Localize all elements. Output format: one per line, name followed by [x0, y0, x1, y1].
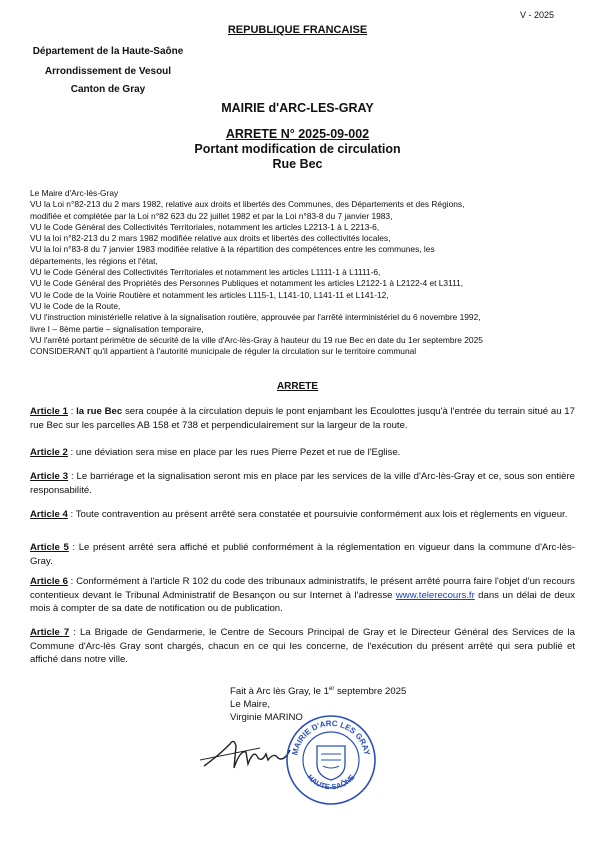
vu-line: VU le Code de la Voirie Routière et notamment les articles L115-1, L141-10, L141-11 et L141-12,: [30, 289, 389, 300]
article-text: : Toute contravention au présent arrêté sera constatée et poursuivie conformément aux lois et règlements en vigueur.: [67, 509, 568, 520]
article-label: Article 3: [30, 471, 69, 482]
article-5: [30, 541, 575, 568]
vu-line: VU l'instruction ministérielle relative à la signalisation routière, approuvée par l'arrêté interministériel du 6 novembre 1992,: [30, 312, 481, 323]
article-7: [30, 626, 575, 667]
vu-line: VU la loi n°82-213 du 2 mars 1982 modifiée relative aux droits et libertés des collectivités locales,: [30, 233, 391, 244]
article-3: [30, 470, 575, 497]
telerecours-link[interactable]: www.telerecours.fr: [395, 589, 475, 601]
article-text: : une déviation sera mise en place par les rues Pierre Pezet et rue de l'Eglise.: [67, 447, 401, 458]
article-text: dans un délai de deux mois à compter de sa date de notification ou de publication.: [30, 589, 575, 614]
republique-heading: REPUBLIQUE FRANCAISE: [227, 24, 368, 36]
vu-line: CONSIDERANT qu'il appartient à l'autorité municipale de réguler la circulation sur le territoire communal: [30, 346, 417, 357]
vus-block: [30, 188, 575, 357]
mairie-seal: [283, 712, 379, 813]
departement-label: Département de la Haute-Saône: [32, 46, 184, 57]
fait-a-line: Fait à Arc lès Gray, le 1er septembre 2025: [230, 686, 407, 698]
svg-text:MAIRIE D'ARC LES GRAY: MAIRIE D'ARC LES GRAY: [290, 718, 372, 757]
arrondissement-label: Arrondissement de Vesoul: [44, 66, 172, 77]
article-text: : Le barriérage et la signalisation seront mis en place par les services de la ville d'Arc-lès-Gray et ce, sous son entière responsabilité.: [30, 471, 575, 496]
signatory-name: Virginie MARINO: [230, 712, 303, 724]
vu-line: VU le Code Général des Collectivités Territoriales, notamment les articles L2213-1 à L 2213-6,: [30, 221, 380, 232]
vu-line: VU la loi n°83-8 du 7 janvier 1983 modifiée relative à la répartition des compétences entre les communes, les: [30, 244, 435, 255]
arrete-number: ARRETE N° 2025-09-002: [225, 127, 370, 141]
article-label: Article 4: [30, 509, 68, 520]
version-label: V - 2025: [520, 10, 555, 20]
vu-line: livre I – 8ème partie – signalisation temporaire,: [30, 323, 204, 334]
article-bold-text: la rue Bec: [76, 406, 123, 417]
arrete-subtitle: Portant modification de circulation: [194, 142, 401, 156]
vu-line: VU le Code de la Route,: [30, 300, 121, 311]
canton-label: Canton de Gray: [70, 84, 146, 95]
article-label: Article 1: [30, 406, 68, 417]
vu-line: départements, les régions et l'état,: [30, 255, 158, 266]
article-text: sera coupée à la circulation depuis le pont enjambant les Ecoulottes jusqu'à l'entrée du terrain situé au 17 rue Bec sur les parcelles AB 158 et 738 et perpendiculairement sur la largeur de la route.: [30, 406, 575, 431]
vu-line: VU la Loi n°82-213 du 2 mars 1982, relative aux droits et libertés des Communes, des Départements et des Régions,: [30, 199, 465, 210]
vu-line: VU le Code Général des Collectivités Territoriales et notamment les articles L1111-1 à L1111-6,: [30, 267, 381, 278]
article-label: Article 6: [30, 576, 68, 587]
article-1: Article 1 : la rue Bec sera coupée à la circulation depuis le pont enjambant les Ecoulottes jusqu'à l'entrée du terrain situé au 17 rue Bec sur les parcelles AB 158 et 738 et perpendiculairement sur la largeur de la route.: [30, 406, 575, 431]
arrete-street: Rue Bec: [272, 157, 323, 171]
arrete-heading: ARRETE: [276, 381, 319, 392]
article-4: [30, 508, 575, 522]
article-label: Article 5: [30, 542, 69, 553]
article-text: : La Brigade de Gendarmerie, le Centre de Secours Principal de Gray et le Directeur Général des Services de la Commune d'Arc-lès Gray sont chargés, chacun en ce qui les concerne, de l'exécution du présent arrêté qui sera publié et affiché dans notre ville.: [30, 627, 575, 665]
article-2: [30, 446, 575, 460]
vu-line: VU le Code Général des Propriétés des Personnes Publiques et notamment les articles L2122-1 à L2122-4 et L3111,: [30, 278, 464, 289]
article-label: Article 7: [30, 627, 70, 638]
vu-line: VU l'arrêté portant périmètre de sécurité de la ville d'Arc-lès-Gray à hauteur du 19 rue Bec en date du 1er septembre 2025: [30, 334, 483, 345]
svg-text:HAUTE-SAÔNE: HAUTE-SAÔNE: [305, 772, 357, 792]
vu-line: Le Maire d'Arc-lès-Gray: [30, 188, 119, 198]
article-text: : Le présent arrêté sera affiché et publié conformément à la réglementation en vigueur dans la commune d'Arc-lès-Gray.: [30, 542, 575, 567]
vu-line: modifiée et complétée par la Loi n°82 623 du 22 juillet 1982 et par la Loi n°83-8 du 7 janvier 1983,: [30, 210, 393, 221]
article-label: Article 2: [30, 447, 68, 458]
article-6: [30, 575, 575, 616]
mairie-title: MAIRIE d'ARC-LES-GRAY: [221, 101, 374, 115]
article-text: : Conformément à l'article R 102 du code des tribunaux administratifs, le présent arrêté pourra faire l'objet d'un recours contentieux devant le Tribunal Administratif de Besançon ou sur Internet à l'adresse: [30, 576, 575, 601]
role-label: Le Maire,: [230, 699, 270, 711]
